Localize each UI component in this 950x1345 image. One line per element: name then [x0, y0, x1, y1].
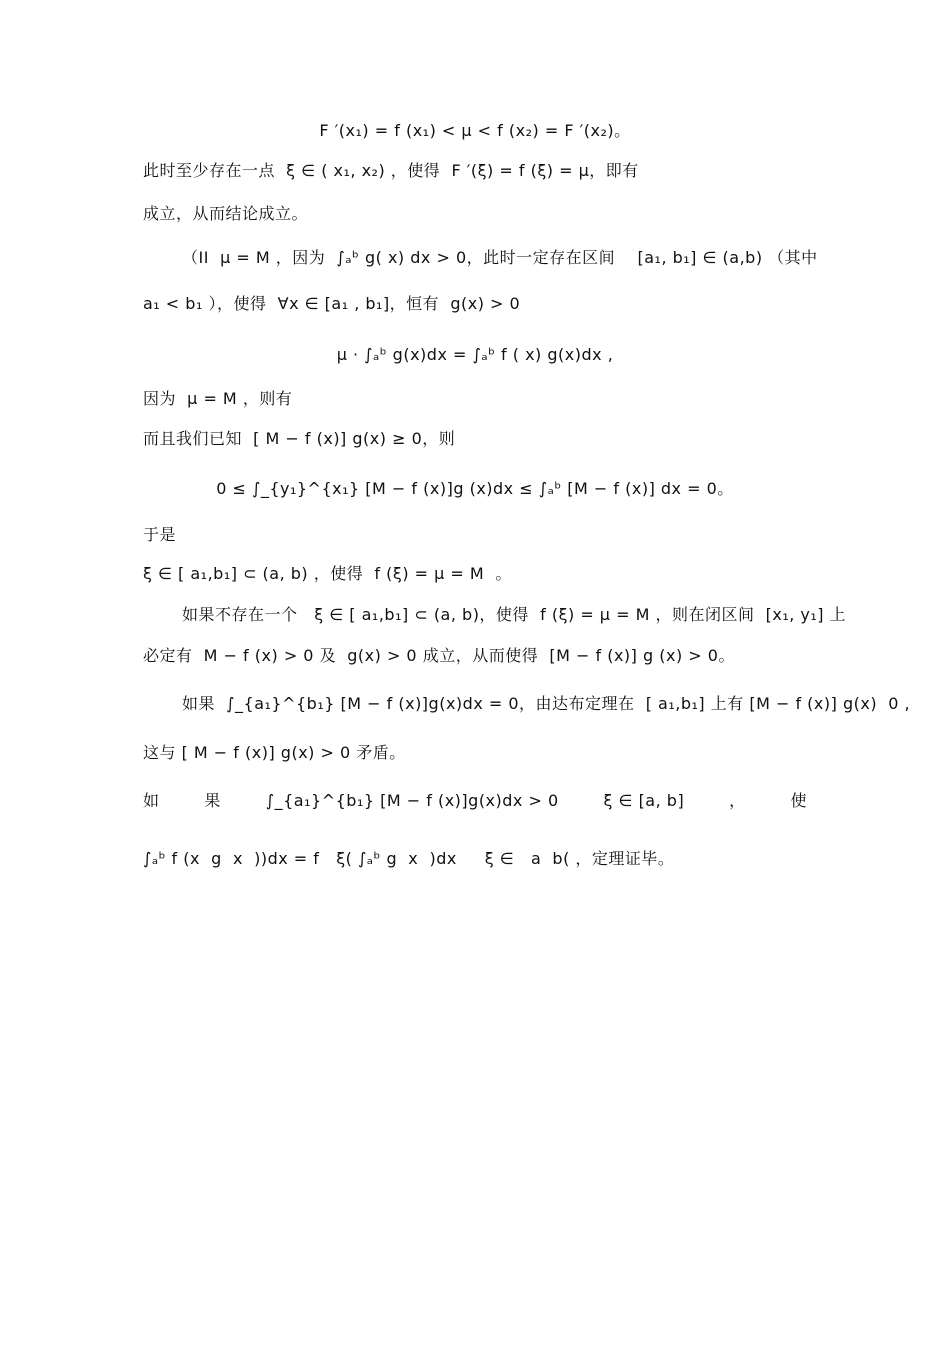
text-line-12: 如果不存在一个 ξ ∈ [ a₁,b₁] ⊂ (a, b)，使得 f (ξ) = μ = M ，则在闭区间 [x₁, y₁] 上 [182, 605, 847, 624]
text-line-7: 因为 μ = M ，则有 [143, 389, 293, 408]
text-line-11: ξ ∈ [ a₁,b₁] ⊂ (a, b) ，使得 f (ξ) = μ = M 。 [143, 564, 512, 583]
text-line-17: ∫ₐᵇ f (x g x ))dx = f ξ( ∫ₐᵇ g x )dx ξ ∈ a b( ，定理证毕。 [143, 849, 675, 868]
text-line-10: 于是 [143, 525, 177, 544]
equation-integral-bound: 0 ≤ ∫_{y₁}^{x₁} [M − f (x)]g (x)dx ≤ ∫ₐᵇ [M − f (x)] dx = 0。 [216, 479, 734, 498]
word-guo: 果 [204, 791, 221, 810]
text-line-8: 而且我们已知 [ M − f (x)] g(x) ≥ 0，则 [143, 429, 456, 448]
xi-in-interval: ξ ∈ [a, b] [603, 791, 685, 810]
text-line-5: a₁ < b₁ ），使得 ∀x ∈ [a₁ , b₁]，恒有 g(x) > 0 [143, 294, 521, 313]
word-shi: 使 [790, 791, 807, 810]
equation-integral-mu: μ · ∫ₐᵇ g(x)dx = ∫ₐᵇ f ( x) g(x)dx , [336, 345, 614, 364]
text-line-15: 这与 [ M − f (x)] g(x) > 0 矛盾。 [143, 743, 406, 762]
text-line-14: 如果 ∫_{a₁}^{b₁} [M − f (x)]g(x)dx = 0，由达布定理在 [ a₁,b₁] 上有 [M − f (x)] g(x) 0 , [182, 694, 911, 713]
comma: ， [729, 791, 746, 810]
text-line-3: 成立，从而结论成立。 [143, 204, 309, 223]
equation-derivative-chain: F ′(x₁) = f (x₁) < μ < f (x₂) = F ′(x₂)。 [319, 121, 631, 140]
integral-positive: ∫_{a₁}^{b₁} [M − f (x)]g(x)dx > 0 [265, 791, 559, 810]
text-line-13: 必定有 M − f (x) > 0 及 g(x) > 0 成立，从而使得 [M − f (x)] g (x) > 0。 [143, 646, 735, 665]
text-line-16 [143, 790, 807, 812]
word-ru: 如 [143, 791, 160, 810]
text-line-2: 此时至少存在一点 ξ ∈ ( x₁, x₂) ，使得 F ′(ξ) = f (ξ) = μ，即有 [143, 161, 639, 180]
text-line-4: （II μ = M ，因为 ∫ₐᵇ g( x) dx > 0，此时一定存在区间 [a₁, b₁] ∈ (a,b) （其中 [182, 248, 818, 267]
